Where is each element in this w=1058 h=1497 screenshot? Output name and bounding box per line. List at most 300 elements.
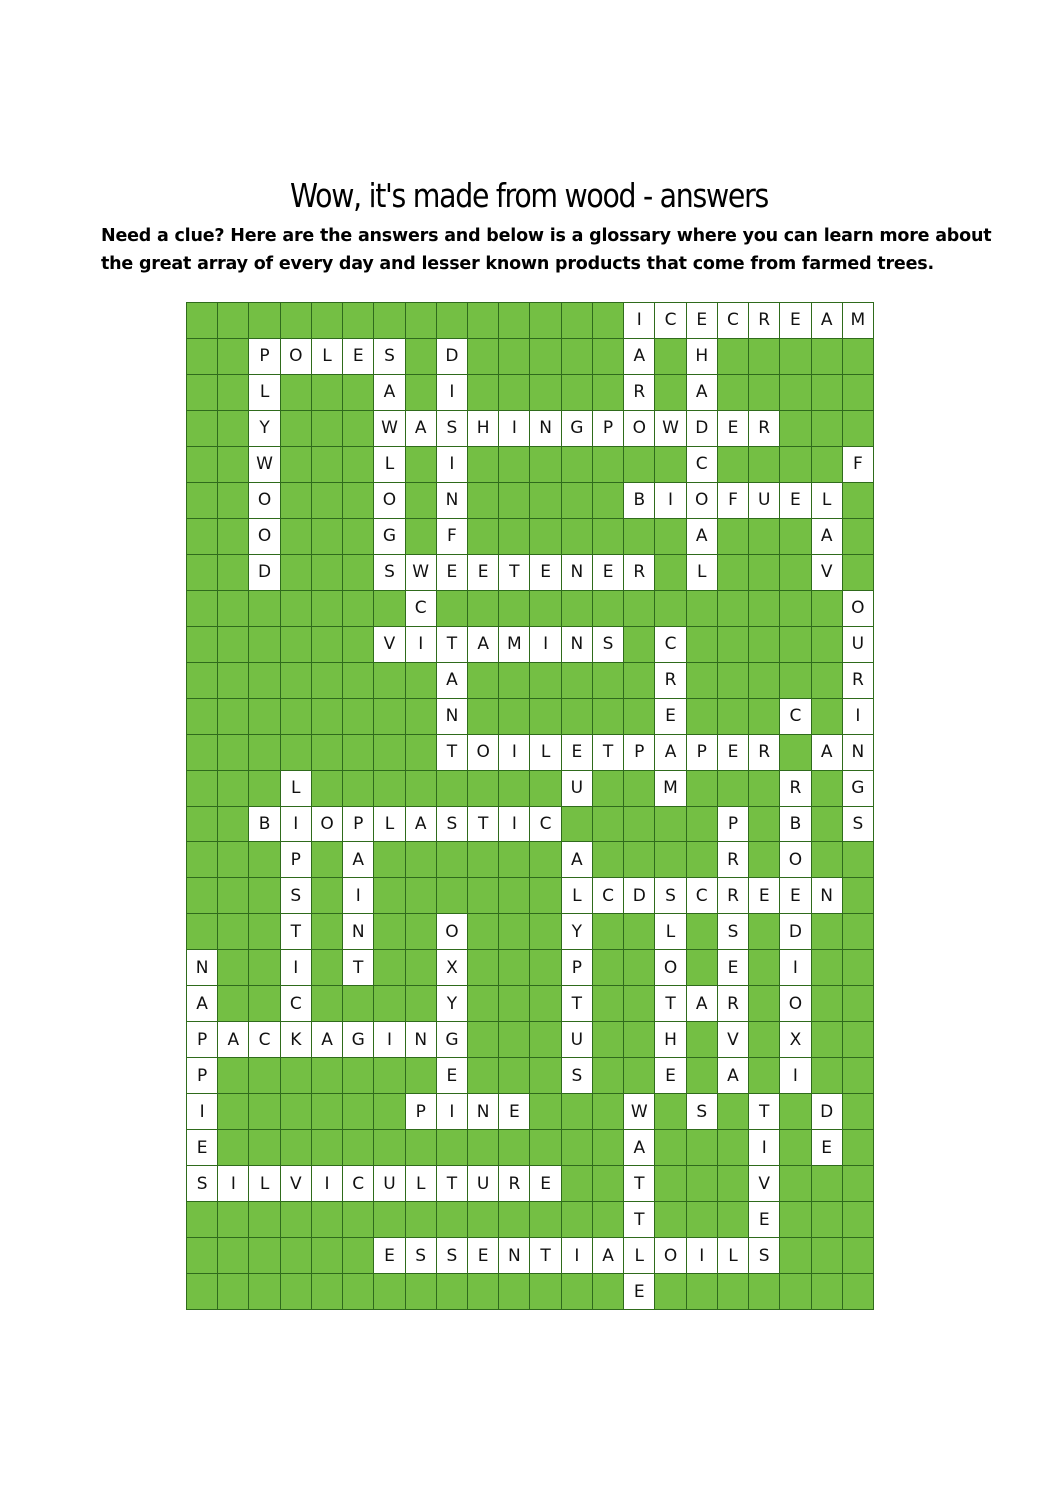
grid-cell-letter: S <box>562 1058 592 1093</box>
grid-cell-blank <box>187 699 217 734</box>
grid-cell-blank <box>249 627 279 662</box>
grid-cell-blank <box>312 519 342 554</box>
grid-cell-letter: I <box>499 411 529 446</box>
grid-cell-blank <box>780 1274 810 1309</box>
grid-cell-letter: S <box>437 807 467 842</box>
grid-cell-letter: A <box>687 519 717 554</box>
grid-cell-blank <box>655 447 685 482</box>
grid-cell-blank <box>312 303 342 338</box>
grid-cell-blank <box>499 842 529 877</box>
grid-cell-letter: C <box>406 591 436 626</box>
grid-cell-letter: A <box>655 735 685 770</box>
grid-cell-blank <box>312 914 342 949</box>
grid-cell-blank <box>624 627 654 662</box>
grid-cell-letter: N <box>562 627 592 662</box>
grid-cell-blank <box>406 771 436 806</box>
grid-cell-blank <box>562 663 592 698</box>
grid-cell-blank <box>468 699 498 734</box>
grid-cell-blank <box>812 914 842 949</box>
grid-cell-blank <box>562 447 592 482</box>
grid-cell-letter: C <box>593 878 623 913</box>
grid-cell-letter: S <box>718 914 748 949</box>
grid-cell-blank <box>218 878 248 913</box>
grid-cell-letter: A <box>812 735 842 770</box>
grid-cell-blank <box>655 591 685 626</box>
grid-cell-blank <box>749 1058 779 1093</box>
grid-cell-blank <box>749 447 779 482</box>
grid-cell-blank <box>312 1274 342 1309</box>
grid-cell-blank <box>218 303 248 338</box>
grid-cell-blank <box>187 663 217 698</box>
grid-cell-blank <box>312 555 342 590</box>
grid-cell-blank <box>312 411 342 446</box>
grid-cell-letter: A <box>343 842 373 877</box>
grid-cell-letter: A <box>624 339 654 374</box>
grid-cell-blank <box>187 519 217 554</box>
grid-cell-letter: O <box>624 411 654 446</box>
grid-cell-blank <box>655 339 685 374</box>
grid-cell-letter: O <box>249 519 279 554</box>
grid-cell-blank <box>843 1238 873 1273</box>
grid-cell-blank <box>499 1058 529 1093</box>
grid-cell-blank <box>249 914 279 949</box>
grid-cell-blank <box>593 447 623 482</box>
grid-cell-letter: S <box>406 1238 436 1273</box>
grid-cell-letter: N <box>406 1022 436 1057</box>
grid-cell-blank <box>312 447 342 482</box>
grid-cell-blank <box>812 986 842 1021</box>
grid-cell-letter: A <box>312 1022 342 1057</box>
grid-cell-letter: I <box>406 627 436 662</box>
grid-cell-blank <box>780 375 810 410</box>
grid-cell-blank <box>312 842 342 877</box>
grid-cell-letter: T <box>437 735 467 770</box>
grid-cell-blank <box>655 1202 685 1237</box>
grid-cell-blank <box>343 591 373 626</box>
grid-cell-blank <box>218 735 248 770</box>
grid-cell-blank <box>812 842 842 877</box>
grid-cell-letter: Y <box>249 411 279 446</box>
grid-cell-blank <box>468 303 498 338</box>
grid-cell-blank <box>655 842 685 877</box>
grid-cell-letter: A <box>687 375 717 410</box>
grid-cell-blank <box>218 1130 248 1165</box>
grid-cell-blank <box>187 591 217 626</box>
grid-cell-blank <box>468 1202 498 1237</box>
grid-cell-blank <box>281 375 311 410</box>
grid-cell-blank <box>281 699 311 734</box>
grid-cell-blank <box>281 1094 311 1129</box>
grid-cell-blank <box>718 519 748 554</box>
grid-cell-blank <box>718 1130 748 1165</box>
grid-cell-blank <box>499 771 529 806</box>
grid-cell-letter: C <box>687 878 717 913</box>
grid-cell-blank <box>249 1094 279 1129</box>
grid-cell-letter: S <box>437 411 467 446</box>
grid-cell-letter: A <box>593 1238 623 1273</box>
grid-cell-blank <box>780 591 810 626</box>
grid-cell-blank <box>593 1022 623 1057</box>
grid-cell-letter: I <box>218 1166 248 1201</box>
grid-cell-blank <box>343 1238 373 1273</box>
grid-cell-blank <box>593 771 623 806</box>
grid-cell-letter: P <box>187 1058 217 1093</box>
grid-cell-letter: R <box>780 771 810 806</box>
grid-cell-letter: A <box>812 303 842 338</box>
grid-cell-letter: Y <box>437 986 467 1021</box>
grid-cell-blank <box>249 1202 279 1237</box>
grid-cell-letter: R <box>749 411 779 446</box>
grid-cell-blank <box>499 699 529 734</box>
grid-cell-letter: W <box>655 411 685 446</box>
grid-cell-letter: H <box>655 1022 685 1057</box>
grid-cell-blank <box>687 914 717 949</box>
grid-cell-letter: O <box>843 591 873 626</box>
grid-cell-blank <box>530 950 560 985</box>
grid-cell-blank <box>593 375 623 410</box>
grid-cell-letter: E <box>437 555 467 590</box>
grid-cell-blank <box>437 303 467 338</box>
grid-cell-blank <box>593 1094 623 1129</box>
grid-cell-blank <box>374 663 404 698</box>
grid-cell-blank <box>530 986 560 1021</box>
grid-cell-blank <box>187 483 217 518</box>
grid-cell-blank <box>312 950 342 985</box>
grid-cell-letter: P <box>718 807 748 842</box>
grid-cell-letter: I <box>780 950 810 985</box>
grid-cell-blank <box>499 1130 529 1165</box>
grid-cell-blank <box>687 1166 717 1201</box>
grid-cell-letter: B <box>249 807 279 842</box>
grid-cell-letter: E <box>780 483 810 518</box>
grid-cell-letter: E <box>655 1058 685 1093</box>
grid-cell-letter: A <box>218 1022 248 1057</box>
grid-cell-blank <box>749 1274 779 1309</box>
grid-cell-blank <box>593 914 623 949</box>
grid-cell-blank <box>812 411 842 446</box>
grid-cell-letter: E <box>780 878 810 913</box>
grid-cell-blank <box>655 1166 685 1201</box>
grid-cell-blank <box>624 1058 654 1093</box>
grid-cell-letter: G <box>343 1022 373 1057</box>
grid-cell-letter: S <box>374 339 404 374</box>
grid-cell-letter: P <box>281 842 311 877</box>
grid-cell-blank <box>655 1274 685 1309</box>
grid-cell-blank <box>718 771 748 806</box>
grid-cell-blank <box>780 627 810 662</box>
grid-cell-blank <box>624 950 654 985</box>
grid-cell-blank <box>499 878 529 913</box>
grid-cell-blank <box>312 1202 342 1237</box>
grid-cell-blank <box>249 950 279 985</box>
grid-cell-blank <box>812 771 842 806</box>
grid-cell-letter: L <box>624 1238 654 1273</box>
grid-cell-blank <box>749 771 779 806</box>
grid-cell-blank <box>374 842 404 877</box>
grid-cell-blank <box>343 303 373 338</box>
grid-cell-blank <box>593 483 623 518</box>
grid-cell-blank <box>281 555 311 590</box>
grid-cell-blank <box>249 878 279 913</box>
grid-cell-letter: C <box>655 627 685 662</box>
grid-cell-blank <box>812 1058 842 1093</box>
grid-cell-blank <box>343 375 373 410</box>
grid-cell-blank <box>406 950 436 985</box>
grid-cell-blank <box>749 375 779 410</box>
grid-cell-blank <box>499 950 529 985</box>
grid-cell-blank <box>749 950 779 985</box>
grid-cell-blank <box>218 627 248 662</box>
grid-cell-blank <box>562 1202 592 1237</box>
grid-cell-letter: N <box>843 735 873 770</box>
grid-cell-blank <box>468 483 498 518</box>
grid-cell-letter: A <box>687 986 717 1021</box>
grid-cell-blank <box>249 1130 279 1165</box>
grid-cell-blank <box>468 771 498 806</box>
grid-cell-blank <box>687 842 717 877</box>
grid-cell-blank <box>530 1022 560 1057</box>
grid-cell-blank <box>593 950 623 985</box>
grid-cell-blank <box>749 627 779 662</box>
grid-cell-letter: E <box>530 555 560 590</box>
grid-cell-blank <box>499 339 529 374</box>
grid-cell-blank <box>624 591 654 626</box>
grid-cell-blank <box>468 447 498 482</box>
grid-cell-letter: N <box>812 878 842 913</box>
grid-cell-letter: O <box>780 842 810 877</box>
grid-cell-letter: E <box>812 1130 842 1165</box>
grid-cell-blank <box>281 303 311 338</box>
grid-cell-letter: P <box>187 1022 217 1057</box>
grid-cell-blank <box>687 1202 717 1237</box>
grid-cell-blank <box>718 1202 748 1237</box>
grid-cell-blank <box>406 483 436 518</box>
grid-cell-blank <box>812 950 842 985</box>
grid-cell-letter: R <box>843 663 873 698</box>
grid-cell-blank <box>374 1130 404 1165</box>
grid-cell-blank <box>343 771 373 806</box>
grid-cell-blank <box>499 1022 529 1057</box>
grid-cell-blank <box>249 591 279 626</box>
grid-cell-letter: T <box>624 1166 654 1201</box>
grid-cell-blank <box>312 986 342 1021</box>
grid-cell-letter: S <box>593 627 623 662</box>
grid-cell-letter: E <box>374 1238 404 1273</box>
grid-cell-blank <box>343 663 373 698</box>
grid-cell-blank <box>468 1274 498 1309</box>
grid-cell-letter: A <box>562 842 592 877</box>
grid-cell-letter: E <box>687 303 717 338</box>
grid-cell-blank <box>655 375 685 410</box>
grid-cell-blank <box>249 1274 279 1309</box>
grid-cell-blank <box>812 1022 842 1057</box>
grid-cell-blank <box>593 842 623 877</box>
grid-cell-blank <box>843 1058 873 1093</box>
grid-cell-blank <box>499 375 529 410</box>
grid-cell-letter: L <box>562 878 592 913</box>
grid-cell-letter: U <box>468 1166 498 1201</box>
grid-cell-letter: W <box>374 411 404 446</box>
grid-cell-blank <box>187 375 217 410</box>
grid-cell-blank <box>374 1202 404 1237</box>
grid-cell-letter: L <box>718 1238 748 1273</box>
grid-cell-letter: I <box>843 699 873 734</box>
grid-cell-blank <box>843 950 873 985</box>
grid-cell-letter: I <box>187 1094 217 1129</box>
grid-cell-blank <box>437 1202 467 1237</box>
grid-cell-blank <box>780 519 810 554</box>
grid-cell-letter: D <box>437 339 467 374</box>
grid-cell-blank <box>374 1058 404 1093</box>
grid-cell-blank <box>718 375 748 410</box>
grid-cell-blank <box>406 375 436 410</box>
grid-cell-letter: N <box>437 483 467 518</box>
grid-cell-blank <box>749 842 779 877</box>
intro-text-line-1: Need a clue? Here are the answers and below is a glossary where you can learn more about <box>101 226 992 246</box>
grid-cell-blank <box>530 1094 560 1129</box>
grid-cell-blank <box>562 519 592 554</box>
grid-cell-blank <box>530 447 560 482</box>
grid-cell-blank <box>718 1274 748 1309</box>
grid-cell-blank <box>374 986 404 1021</box>
grid-cell-letter: V <box>281 1166 311 1201</box>
grid-cell-blank <box>562 1274 592 1309</box>
grid-cell-letter: T <box>437 1166 467 1201</box>
grid-cell-letter: C <box>718 303 748 338</box>
grid-cell-blank <box>468 1022 498 1057</box>
grid-cell-blank <box>406 1274 436 1309</box>
grid-cell-letter: R <box>624 375 654 410</box>
grid-cell-blank <box>843 1274 873 1309</box>
grid-cell-blank <box>218 483 248 518</box>
grid-cell-blank <box>187 303 217 338</box>
grid-cell-blank <box>312 627 342 662</box>
grid-cell-letter: E <box>655 699 685 734</box>
grid-cell-blank <box>437 1130 467 1165</box>
grid-cell-letter: T <box>499 555 529 590</box>
grid-cell-blank <box>218 447 248 482</box>
grid-cell-blank <box>687 1022 717 1057</box>
grid-cell-blank <box>593 339 623 374</box>
grid-cell-blank <box>843 1202 873 1237</box>
grid-cell-letter: E <box>624 1274 654 1309</box>
grid-cell-blank <box>749 555 779 590</box>
grid-cell-blank <box>281 1238 311 1273</box>
grid-cell-letter: T <box>468 807 498 842</box>
grid-cell-letter: I <box>281 950 311 985</box>
grid-cell-blank <box>187 771 217 806</box>
grid-cell-blank <box>218 339 248 374</box>
grid-cell-letter: P <box>562 950 592 985</box>
grid-cell-blank <box>343 735 373 770</box>
grid-cell-blank <box>249 1058 279 1093</box>
grid-cell-blank <box>374 591 404 626</box>
grid-cell-blank <box>499 519 529 554</box>
grid-cell-letter: N <box>343 914 373 949</box>
grid-cell-letter: L <box>406 1166 436 1201</box>
grid-cell-blank <box>187 842 217 877</box>
grid-cell-letter: U <box>843 627 873 662</box>
grid-cell-blank <box>843 375 873 410</box>
grid-cell-blank <box>437 1274 467 1309</box>
grid-cell-letter: L <box>655 914 685 949</box>
grid-cell-letter: T <box>281 914 311 949</box>
grid-cell-letter: E <box>780 303 810 338</box>
grid-cell-blank <box>562 375 592 410</box>
grid-cell-blank <box>312 1058 342 1093</box>
grid-cell-blank <box>468 878 498 913</box>
grid-cell-blank <box>218 1238 248 1273</box>
grid-cell-blank <box>312 663 342 698</box>
grid-cell-letter: L <box>374 447 404 482</box>
grid-cell-letter: U <box>749 483 779 518</box>
grid-cell-letter: S <box>655 878 685 913</box>
grid-cell-blank <box>780 447 810 482</box>
grid-cell-blank <box>374 699 404 734</box>
grid-cell-blank <box>562 1094 592 1129</box>
grid-cell-letter: C <box>687 447 717 482</box>
grid-cell-blank <box>281 447 311 482</box>
grid-cell-blank <box>812 807 842 842</box>
grid-cell-blank <box>530 771 560 806</box>
grid-cell-letter: O <box>468 735 498 770</box>
grid-cell-blank <box>593 663 623 698</box>
grid-cell-letter: W <box>624 1094 654 1129</box>
grid-cell-letter: I <box>437 447 467 482</box>
grid-cell-letter: L <box>249 1166 279 1201</box>
grid-cell-blank <box>281 519 311 554</box>
grid-cell-blank <box>843 339 873 374</box>
grid-cell-blank <box>624 699 654 734</box>
grid-cell-blank <box>343 1094 373 1129</box>
grid-cell-blank <box>562 591 592 626</box>
grid-cell-blank <box>530 1130 560 1165</box>
grid-cell-blank <box>343 1274 373 1309</box>
grid-cell-blank <box>624 1022 654 1057</box>
grid-cell-blank <box>593 1058 623 1093</box>
grid-cell-blank <box>499 591 529 626</box>
grid-cell-blank <box>468 591 498 626</box>
grid-cell-blank <box>718 555 748 590</box>
grid-cell-blank <box>468 914 498 949</box>
grid-cell-blank <box>593 699 623 734</box>
grid-cell-letter: D <box>687 411 717 446</box>
grid-cell-blank <box>812 1274 842 1309</box>
grid-cell-blank <box>406 1202 436 1237</box>
grid-cell-blank <box>530 914 560 949</box>
grid-cell-blank <box>499 303 529 338</box>
grid-cell-blank <box>374 303 404 338</box>
grid-cell-letter: S <box>374 555 404 590</box>
grid-cell-blank <box>374 950 404 985</box>
grid-cell-blank <box>843 1166 873 1201</box>
grid-cell-blank <box>843 1094 873 1129</box>
grid-cell-letter: P <box>687 735 717 770</box>
grid-cell-blank <box>718 591 748 626</box>
grid-cell-blank <box>812 663 842 698</box>
grid-cell-letter: T <box>437 627 467 662</box>
grid-cell-letter: O <box>687 483 717 518</box>
grid-cell-letter: L <box>281 771 311 806</box>
grid-cell-blank <box>374 878 404 913</box>
grid-cell-blank <box>406 842 436 877</box>
grid-cell-blank <box>687 699 717 734</box>
grid-cell-blank <box>562 1130 592 1165</box>
grid-cell-blank <box>218 771 248 806</box>
grid-cell-letter: R <box>499 1166 529 1201</box>
grid-cell-blank <box>624 914 654 949</box>
grid-cell-blank <box>530 339 560 374</box>
